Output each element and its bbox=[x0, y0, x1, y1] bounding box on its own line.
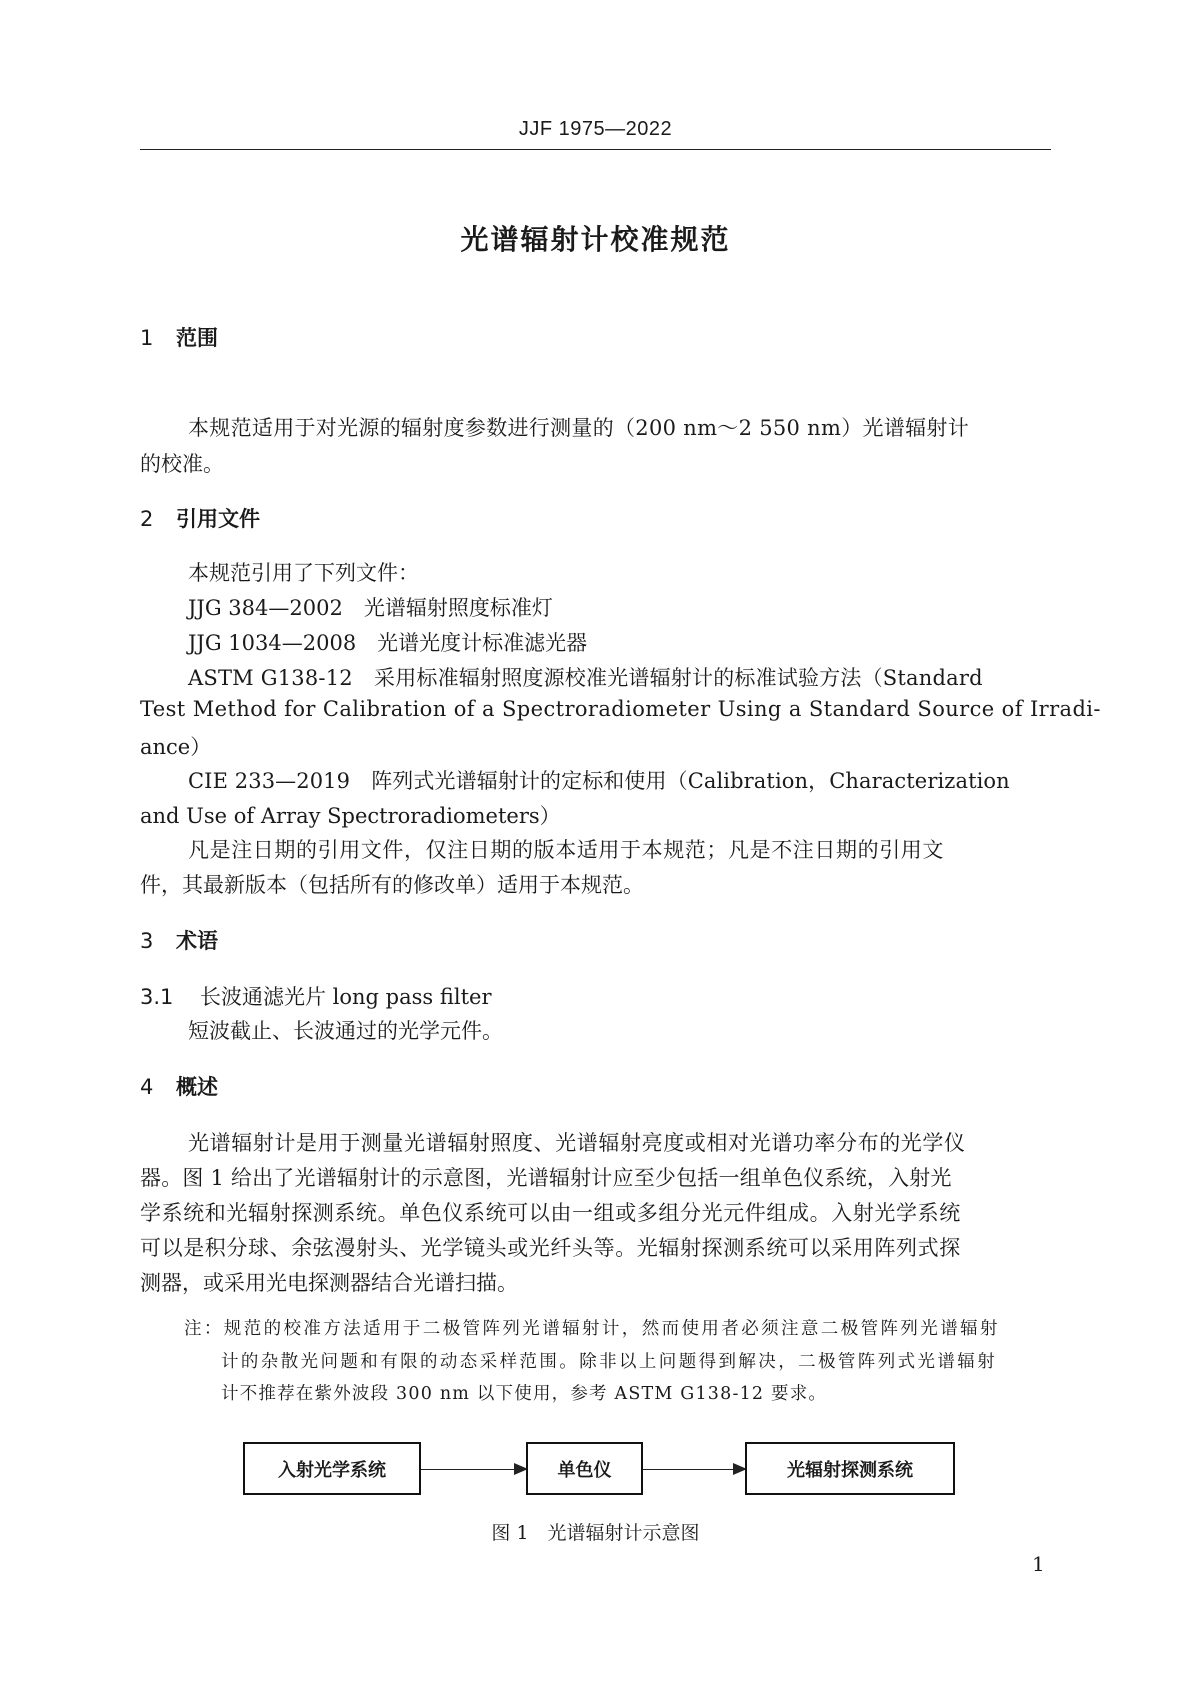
header-rule bbox=[140, 149, 1051, 150]
scope-text-line: 的校准。 bbox=[140, 452, 224, 476]
section-1-heading bbox=[140, 322, 218, 352]
reference-item-cont: and Use of Array Spectroradiometers） bbox=[140, 804, 561, 828]
dated-references-text: 凡是注日期的引用文件，仅注日期的版本适用于本规范；凡是不注日期的引用文 bbox=[188, 838, 944, 862]
reference-item: CIE 233—2019 阵列式光谱辐射计的定标和使用（Calibration，Characterization bbox=[188, 769, 1010, 793]
section-number: 2 bbox=[140, 507, 154, 531]
figure-caption: 图 1 光谱辐射计示意图 bbox=[491, 1522, 700, 1544]
scope-text-line: 本规范适用于对光源的辐射度参数进行测量的（200 nm～2 550 nm）光谱辐射计 bbox=[188, 416, 970, 440]
overview-text-line: 器。图 1 给出了光谱辐射计的示意图，光谱辐射计应至少包括一组单色仪系统，入射光 bbox=[140, 1166, 952, 1190]
diagram-box-incident-optics: 入射光学系统 bbox=[243, 1442, 421, 1495]
references-intro: 本规范引用了下列文件： bbox=[188, 561, 419, 585]
reference-item: JJG 384—2002 光谱辐射照度标准灯 bbox=[188, 596, 553, 620]
overview-text-line: 测器，或采用光电探测器结合光谱扫描。 bbox=[140, 1271, 518, 1295]
section-title: 引用文件 bbox=[176, 507, 260, 531]
overview-text-line: 学系统和光辐射探测系统。单色仪系统可以由一组或多组分光元件组成。入射光学系统 bbox=[140, 1201, 961, 1225]
section-title: 范围 bbox=[176, 326, 218, 350]
section-number: 3 bbox=[140, 929, 154, 953]
dated-references-text: 件，其最新版本（包括所有的修改单）适用于本规范。 bbox=[140, 873, 644, 897]
page-number: 1 bbox=[1032, 1552, 1045, 1576]
section-4-heading bbox=[140, 1071, 218, 1101]
reference-item-cont: ance） bbox=[140, 735, 212, 759]
diagram-box-detection-system: 光辐射探测系统 bbox=[745, 1442, 955, 1495]
document-title: 光谱辐射计校准规范 bbox=[460, 223, 731, 256]
section-number: 1 bbox=[140, 326, 154, 350]
section-2-heading bbox=[140, 503, 260, 533]
reference-item: ASTM G138-12 采用标准辐射照度源校准光谱辐射计的标准试验方法（Standard bbox=[188, 666, 983, 690]
reference-item-cont: Test Method for Calibration of a Spectroradiometer Using a Standard Source of Irradi- bbox=[140, 697, 1101, 721]
term-title: 长波通滤光片 long pass filter bbox=[200, 985, 492, 1009]
diagram-box-monochromator: 单色仪 bbox=[526, 1442, 643, 1495]
reference-item: JJG 1034—2008 光谱光度计标准滤光器 bbox=[188, 631, 588, 655]
note-text-line: 计不推荐在紫外波段 300 nm 以下使用，参考 ASTM G138-12 要求。 bbox=[221, 1384, 828, 1404]
note-text-line: 计的杂散光问题和有限的动态采样范围。除非以上问题得到解决，二极管阵列式光谱辐射 bbox=[221, 1352, 998, 1372]
section-title: 术语 bbox=[176, 929, 218, 953]
header-code: JJF 1975—2022 bbox=[518, 118, 673, 140]
section-number: 4 bbox=[140, 1075, 154, 1099]
term-definition: 短波截止、长波通过的光学元件。 bbox=[188, 1019, 503, 1043]
section-title: 概述 bbox=[176, 1075, 218, 1099]
diagram-arrow bbox=[643, 1469, 745, 1470]
diagram-arrow bbox=[421, 1469, 526, 1470]
term-3-1 bbox=[140, 981, 1051, 1011]
term-number: 3.1 bbox=[140, 985, 174, 1009]
overview-text-line: 可以是积分球、余弦漫射头、光学镜头或光纤头等。光辐射探测系统可以采用阵列式探 bbox=[140, 1236, 961, 1260]
overview-text-line: 光谱辐射计是用于测量光谱辐射照度、光谱辐射亮度或相对光谱功率分布的光学仪 bbox=[188, 1131, 966, 1155]
note-text-line: 注：规范的校准方法适用于二极管阵列光谱辐射计，然而使用者必须注意二极管阵列光谱辐射 bbox=[184, 1319, 1000, 1339]
section-3-heading bbox=[140, 925, 218, 955]
